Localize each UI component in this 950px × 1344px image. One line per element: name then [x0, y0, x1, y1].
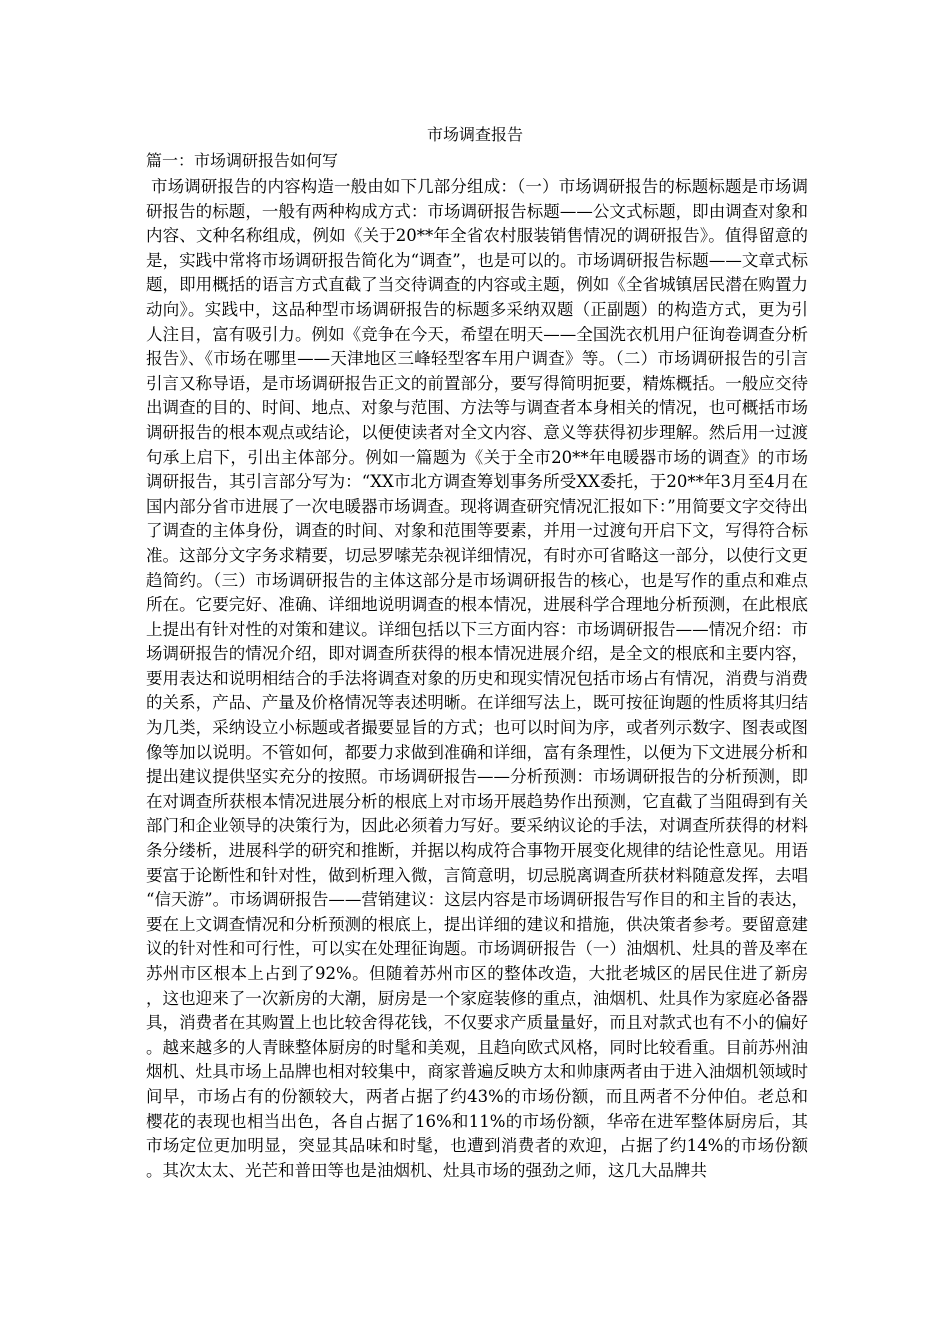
document-title: 市场调查报告 — [426, 125, 523, 144]
body-paragraph: 市场调研报告的内容构造一般由如下几部分组成：（一）市场调研报告的标题标题是市场调研报告的标题，一般有两种构成方式：市场调研报告标题——公文式标题，即由调查对象和内容、文种名称组成，例如《关于20**年全省农村服装销售情况的调研报告》。值得留意的是，实践中常将市场调研报告简化为“调查”，也是可以的。市场调研报告标题——文章式标题，即用概括的语言方式直截了当交待调查的内容或主题，例如《全省城镇居民潜在购置力动向》。实践中，这品种型市场调研报告的标题多采纳双题（正副题）的构造方式，更为引人注目，富有吸引力。例如《竞争在今天，希望在明天——全国洗衣机用户征询卷调查分析报告》、《市场在哪里——天津地区三峰轻型客车用户调查》等。（二）市场调研报告的引言引言又称导语，是市场调研报告正文的前置部分，要写得简明扼要，精炼概括。一般应交待出调查的目的、时间、地点、对象与范围、方法等与调查者本身相关的情况，也可概括市场调研报告的根本观点或结论，以便使读者对全文内容、意义等获得初步理解。然后用一过渡句承上启下，引出主体部分。例如一篇题为《关于全市20**年电暖器市场的调查》的市场调研报告，其引言部分写为：“XX市北方调查筹划事务所受XX委托，于20**年3月至4月在国内部分省市进展了一次电暖器市场调查。现将调查研究情况汇报如下：”用简要文字交待出了调查的主体身份，调查的时间、对象和范围等要素，并用一过渡句开启下文，写得符合标准。这部分文字务求精要，切忌罗嗦芜杂视详细情况，有时亦可省略这一部分，以使行文更趋简约。（三）市场调研报告的主体这部分是市场调研报告的核心，也是写作的重点和难点所在。它要完好、准确、详细地说明调查的根本情况，进展科学合理地分析预测，在此根底上提出有针对性的对策和建议。详细包括以下三方面内容：市场调研报告——情况介绍：市场调研报告的情况介绍，即对调查所获得的根本情况进展介绍，是全文的根底和主要内容，要用表达和说明相结合的手法将调查对象的历史和现实情况包括市场占有情况，消费与消费的关系，产品、产量及价格情况等表述明晰。在详细写法上，既可按征询题的性质将其归结为几类，采纳设立小标题或者撮要显旨的方式；也可以时间为序，或者列示数字、图表或图像等加以说明。不管如何，都要力求做到准确和详细，富有条理性，以便为下文进展分析和提出建议提供坚实充分的按照。市场调研报告——分析预测：市场调研报告的分析预测，即在对调查所获根本情况进展分析的根底上对市场开展趋势作出预测，它直截了当阻碍到有关部门和企业领导的决策行为，因此必须着力写好。要采纳议论的手法，对调查所获得的材料条分缕析，进展科学的研究和推断，并据以构成符合事物开展变化规律的结论性意见。用语要富于论断性和针对性，做到析理入微，言简意明，切忌脱离调查所获材料随意发挥，去唱“信天游”。市场调研报告——营销建议：这层内容是市场调研报告写作目的和主旨的表达，要在上文调查情况和分析预测的根底上，提出详细的建议和措施，供决策者参考。要留意建议的针对性和可行性，可以实在处理征询题。市场调研报告（一）油烟机、灶具的普及率在苏州市区根本上占到了92%。但随着苏州市区的整体改造，大批老城区的居民住进了新房，这也迎来了一次新房的大潮，厨房是一个家庭装修的重点，油烟机、灶具作为家庭必备器具，消费者在其购置上也比较舍得花钱，不仅要求产质量量好，而且对款式也有不小的偏好。越来越多的人青睐整体厨房的时髦和美观，且趋向欧式风格，同时比较看重。目前苏州油烟机、灶具市场上品牌也相对较集中，商家普遍反映方太和帅康两者由于进入油烟机领域时间早，市场占有的份额较大，两者占据了约43%的市场份额，而且两者不分仲伯。老总和樱花的表现也相当出色，各自占据了16%和11%的市场份额，华帝在进军整体厨房后，其市场定位更加明显，突显其品味和时髦，也遭到消费者的欢迎，占据了约14%的市场份额。其次太太、光芒和普田等也是油烟机、灶具市场的强劲之师，这几大品牌共 — [146, 177, 808, 1180]
section-heading: 篇一：市场调研报告如何写 — [146, 151, 339, 170]
